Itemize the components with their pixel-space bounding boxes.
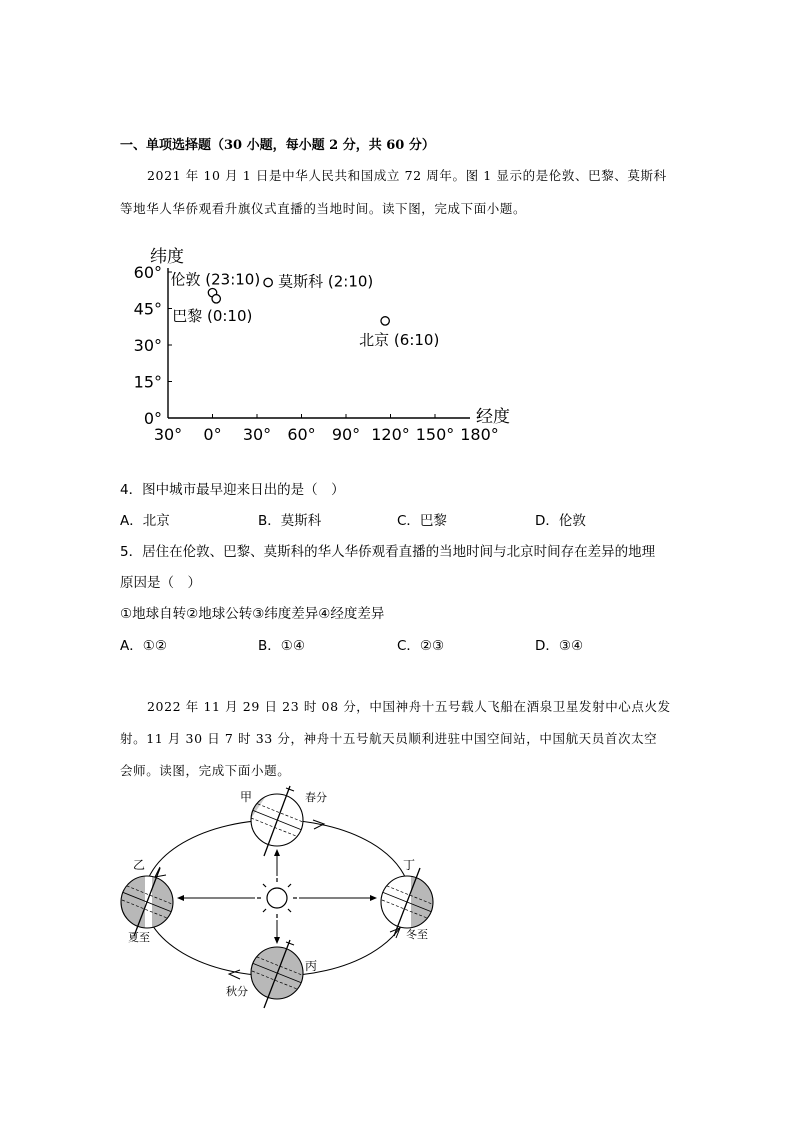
label-spring-equinox: 春分 (305, 791, 327, 804)
city-label: 伦敦 (23:10) (170, 270, 261, 289)
label-summer-solstice: 夏至 (128, 931, 150, 944)
x-tick-label: 180° (460, 425, 499, 444)
city-scatter-chart (120, 236, 520, 451)
label-ding: 丁 (403, 858, 416, 872)
city-label: 巴黎 (0:10) (172, 306, 253, 325)
passage1-line1: 2021 年 10 月 1 日是中华人民共和国成立 72 周年。图 1 显示的是伦敦、巴黎、莫斯科 (147, 168, 667, 183)
passage2-line1: 2022 年 11 月 29 日 23 时 08 分，中国神舟十五号载人飞船在酒泉卫星发射中心点火发 (147, 699, 671, 714)
q4-stem: 4．图中城市最早迎来日出的是（ ） (120, 482, 345, 498)
label-bing: 丙 (305, 959, 318, 973)
section-title: 一、单项选择题（30 小题，每小题 2 分，共 60 分） (120, 138, 435, 153)
q4-option-a[interactable]: A．北京 (120, 513, 170, 529)
label-winter-solstice: 冬至 (406, 928, 428, 941)
city-label: 北京 (6:10) (359, 330, 440, 349)
passage2-line3: 会师。读图，完成下面小题。 (120, 763, 291, 778)
label-jia: 甲 (240, 790, 253, 804)
q5-option-a[interactable]: A．①② (120, 638, 167, 654)
q5-option-b[interactable]: B．①④ (258, 638, 305, 654)
x-tick-label: 150° (415, 425, 455, 444)
passage2-line2: 射。11 月 30 日 7 时 33 分，神舟十五号航天员顺利进驻中国空间站，中国航天员首次太空 (120, 731, 658, 746)
q5-option-d[interactable]: D．③④ (535, 638, 584, 654)
q5-choices: ①地球自转②地球公转③纬度差异④经度差异 (120, 606, 385, 622)
x-tick-label: 60° (287, 425, 316, 444)
q4-option-b[interactable]: B．莫斯科 (258, 513, 322, 529)
y-tick-label: 45° (133, 299, 162, 319)
sun-icon (257, 878, 297, 918)
q5-option-c[interactable]: C．②③ (397, 638, 445, 654)
x-tick-label: 30° (242, 425, 272, 444)
x-tick-label: 90° (331, 425, 361, 444)
q4-option-d[interactable]: D．伦敦 (535, 513, 586, 529)
y-axis-label: 纬度 (150, 247, 184, 267)
city-point (264, 278, 272, 286)
q5-stem-line1: 5．居住在伦敦、巴黎、莫斯科的华人华侨观看直播的当地时间与北京时间存在差异的地理 (120, 544, 656, 560)
city-point (212, 295, 220, 303)
earth-orbit-diagram (100, 780, 460, 1010)
city-point (381, 317, 389, 325)
y-tick-label: 30° (133, 336, 162, 355)
x-tick-label: 0° (203, 425, 222, 444)
q4-option-c[interactable]: C．巴黎 (397, 513, 447, 529)
label-autumn-equinox: 秋分 (226, 985, 248, 998)
q5-stem-line2: 原因是（ ） (120, 575, 201, 591)
city-label: 莫斯科 (2:10) (278, 272, 374, 291)
x-tick-label: 120° (371, 425, 410, 444)
passage1-line2: 等地华人华侨观看升旗仪式直播的当地时间。读下图，完成下面小题。 (120, 201, 527, 216)
y-tick-label: 0° (143, 409, 162, 428)
orbit-arrow-jia (313, 820, 324, 829)
x-axis-label: 经度 (476, 407, 510, 427)
label-yi: 乙 (133, 858, 146, 872)
y-tick-label: 60° (133, 263, 162, 282)
x-tick-label: 30° (153, 425, 183, 444)
y-tick-label: 15° (133, 372, 162, 392)
